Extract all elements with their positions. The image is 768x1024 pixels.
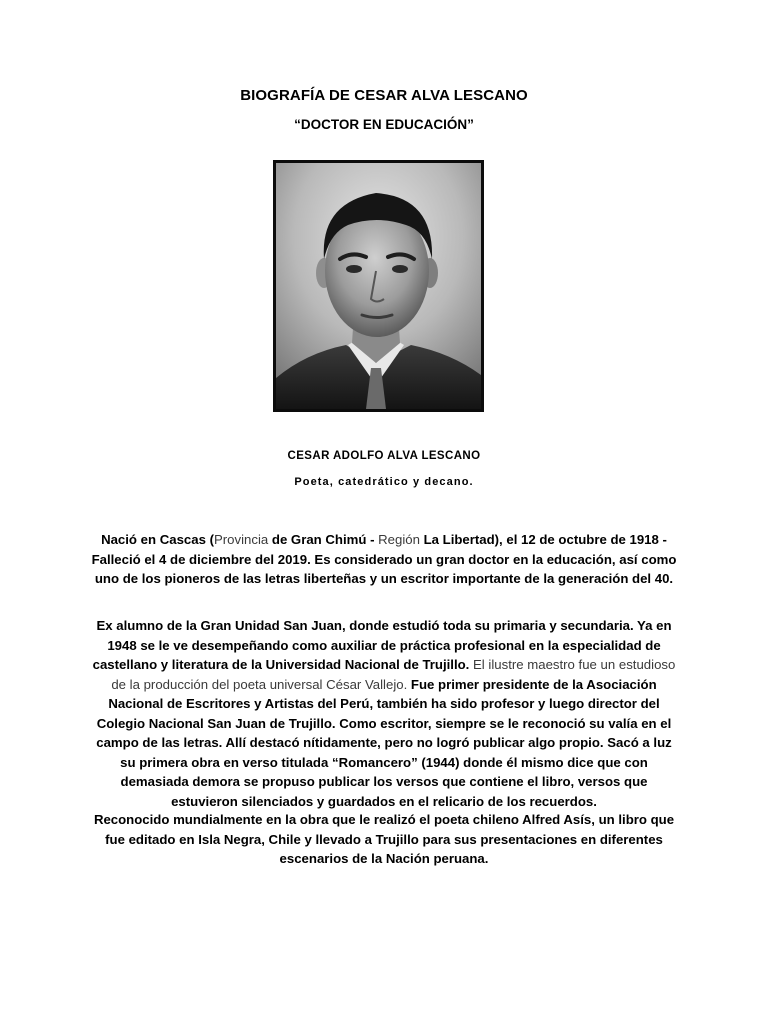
paragraph-link-text: El ilustre maestro fue un estudioso de la producción del poeta universal César Vallejo. [111, 657, 676, 692]
document-subtitle: “DOCTOR EN EDUCACIÓN” [294, 117, 474, 132]
portrait-image [276, 163, 481, 409]
paragraph-text: Nació en Cascas ( [101, 532, 214, 547]
paragraph-link-text: Región [378, 532, 420, 547]
paragraph-text: de Gran Chimú - [268, 532, 379, 547]
paragraph-birth [90, 530, 678, 589]
paragraph-text: La Libertad), el 12 de octubre de 1918 - Falleció el 4 de diciembre del 2019. Es considerado un gran doctor en la educación, así como uno de los pioneros de las letras liberteñas y un escritor importante de la generación del 40. [91, 532, 677, 586]
paragraph-career [90, 616, 678, 811]
paragraph-recognition: Reconocido mundialmente en la obra que le realizó el poeta chileno Alfred Asís, un libro que fue editado en Isla Negra, Chile y llevado a Trujillo para sus presentaciones en diferentes escenarios de la Nación peruana. [93, 812, 675, 866]
paragraph-text: Fue primer presidente de la Asociación Nacional de Escritores y Artistas del Perú, también ha sido profesor y luego director del Colegio Nacional San Juan de Trujillo. Como escritor, siempre se le reconoció su valía en el campo de las letras. Allí destacó nítidamente, pero no logró publicar algo propio. Sacó a luz su primera obra en verso titulada “Romancero” (1944) donde él mismo dice que con demasiada demora se propuso publicar los versos que contiene el libro, versos que estuvieron silenciados y guardados en el relicario de los recuerdos. [96, 676, 672, 809]
portrait-caption-role: Poeta, catedrático y decano. [294, 476, 474, 488]
portrait-photo [273, 160, 484, 412]
document-title: BIOGRAFÍA DE CESAR ALVA LESCANO [240, 87, 528, 104]
paragraph-link-text: Provincia [213, 532, 269, 547]
portrait-caption-name: CESAR ADOLFO ALVA LESCANO [287, 450, 481, 462]
paragraph-text: Ex alumno de la Gran Unidad San Juan, donde estudió toda su primaria y secundaria. Ya en 1948 se le ve desempeñando como auxiliar de práctica profesional en la especialidad de castellano y literatura de la Universidad Nacional de Trujillo. [92, 618, 672, 672]
